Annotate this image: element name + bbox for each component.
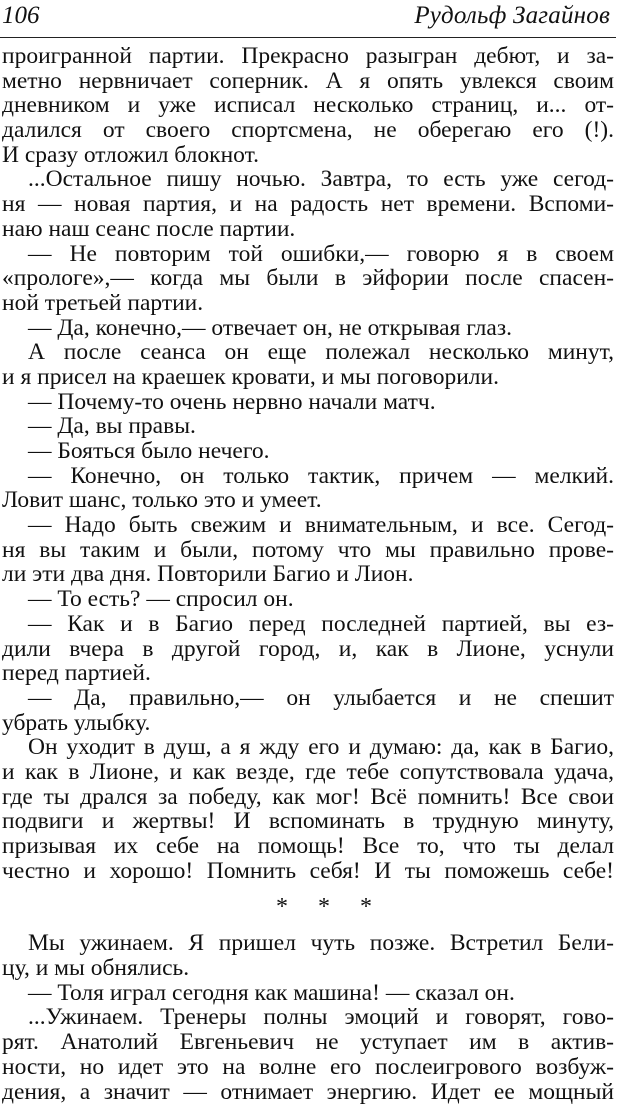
text-line: наю наш сеанс после партии. — [2, 216, 296, 242]
text-line: ня — новая партия, и на радость нет времени. Вспоми- — [2, 192, 614, 217]
text-line: проигранной партии. Прекрасно разыгран дебют, и за- — [2, 44, 614, 69]
text-line: ня вы таким и были, потому что мы правильно прове- — [2, 537, 614, 563]
text-line: дили вчера в другой город, и, как в Лионе, уснули — [2, 636, 614, 662]
text-line: подвиги и жертвы! И вспоминать в трудную минуту, — [2, 809, 614, 834]
text-line: — Бояться было нечего. — [28, 439, 270, 464]
text-line: «прологе»,— когда мы были в эйфории после спасен- — [2, 266, 614, 291]
text-line: и я присел на краешек кровати, и мы поговорили. — [2, 364, 499, 390]
text-line: честно и хорошо! Помнить себя! И ты поможешь себе! — [2, 858, 614, 884]
text-line: Ловит шанс, только это и умеет. — [2, 488, 322, 514]
text-line: цу, и мы обнялись. — [2, 956, 190, 981]
text-line: и как в Лионе, и как везде, где тебе сопутствовала удача, — [2, 759, 614, 785]
body-text — [2, 44, 614, 1104]
page-number: 106 — [2, 2, 40, 29]
running-head: Рудольф Загайнов — [414, 2, 610, 29]
text-line: — Надо быть свежим и внимательным, и все. Сегод- — [28, 513, 614, 538]
text-line: — Конечно, он только тактик, причем — мелкий. — [28, 463, 614, 489]
text-line: дения, а значит — отнимает энергию. Идет ее мощный — [2, 1079, 614, 1105]
section-separator: * * * — [276, 894, 384, 921]
text-line: Он уходит в душ, а я жду его и думаю: да, как в Багио, — [28, 735, 614, 760]
text-line: И сразу отложил блокнот. — [2, 142, 259, 168]
text-line: — Почему-то очень нервно начали матч. — [28, 389, 436, 415]
text-line: убрать улыбку. — [2, 710, 151, 736]
text-line: метно нервничает соперник. А я опять увлекся своим — [2, 68, 614, 94]
text-line: ...Ужинаем. Тренеры полны эмоций и говорят, гово- — [28, 1005, 614, 1031]
text-line: перед партией. — [2, 661, 151, 686]
text-line: ли эти два дня. Повторили Багио и Лион. — [2, 562, 414, 588]
text-line: — Да, вы правы. — [28, 414, 196, 439]
text-line: ...Остальное пишу ночью. Завтра, то есть уже сегод- — [28, 167, 614, 193]
header-rule — [0, 37, 616, 38]
text-line: Мы ужинаем. Я пришел чуть позже. Встретил Бели- — [28, 931, 614, 957]
page-header — [0, 0, 616, 34]
text-line: — Да, конечно,— отвечает он, не открывая глаз. — [28, 315, 512, 341]
text-line: ной третьей партии. — [2, 290, 204, 316]
text-line: далился от своего спортсмена, не оберегаю его (!). — [2, 118, 614, 143]
text-line: — Не повторим той ошибки,— говорю я в своем — [28, 241, 614, 267]
text-line: А после сеанса он еще полежал несколько минут, — [28, 340, 614, 365]
text-line: — Да, правильно,— он улыбается и не спешит — [28, 685, 614, 711]
text-line: — Как и в Багио перед последней партией, вы ез- — [28, 611, 614, 637]
text-line: — То есть? — спросил он. — [28, 587, 294, 612]
text-line: где ты дрался за победу, как мог! Всё помнить! Все свои — [2, 784, 614, 810]
text-line: дневником и уже исписал несколько страниц, и... от- — [2, 93, 614, 119]
text-line: призывая их себе на помощь! Все то, что ты делал — [2, 834, 614, 859]
text-line: ности, но идет это на волне его послеигрового возбуж- — [2, 1054, 614, 1080]
text-line: рят. Анатолий Евгеньевич не уступает им в актив- — [2, 1030, 614, 1055]
text-line: — Толя играл сегодня как машина! — сказал он. — [28, 980, 515, 1006]
